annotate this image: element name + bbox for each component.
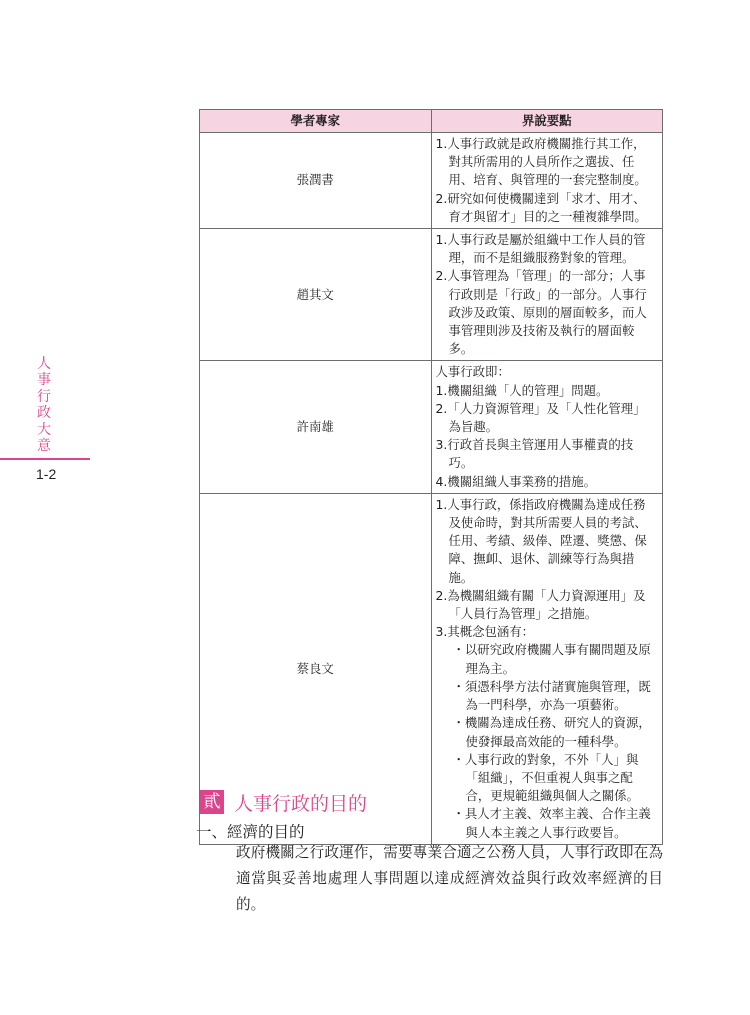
table-row	[200, 229, 663, 361]
body-paragraph: 政府機關之行政運作，需要專業合適之公務人員，人事行政即在為適當與妥善地處理人事問題以達成經濟效益與行政效率經濟的目的。	[236, 844, 663, 913]
chapter-side-title: 人事行政大意	[37, 356, 51, 455]
definition-point: 3.行政首長與主管運用人事權責的技巧。	[435, 437, 634, 471]
header-scholar: 學者專家	[200, 110, 432, 133]
definition-point: 2.「人力資源管理」及「人性化管理」為旨趣。	[435, 400, 646, 435]
table-row	[200, 133, 663, 229]
section-heading	[200, 788, 367, 816]
definition-intro: 人事行政即：	[435, 364, 510, 380]
section-title: 人事行政的目的	[234, 792, 368, 815]
definition-cell	[431, 133, 663, 229]
concept-bullet: ・機關為達成任務、研究人的資源，使發揮最高效能的一種科學。	[452, 715, 651, 749]
table-row	[200, 361, 663, 493]
concept-bullet: ・須憑科學方法付諸實施與管理，既為一門科學，亦為一項藝術。	[452, 678, 651, 713]
definition-point: 2.人事管理為「管理」的一部分；人事行政則是「行政」的一部分。人事行政涉及政策、原則的層面較多，而人事管理則涉及技術及執行的層面較多。	[435, 268, 647, 357]
definition-point: 1.人事行政就是政府機關推行其工作，對其所需用的人員所作之選拔、任用、培育、與管理的一套完整制度。	[435, 136, 647, 188]
definition-cell	[431, 229, 663, 361]
concept-bullet: ・人事行政的對象，不外「人」與「組織」，不但重視人與事之配合，更規範組織與個人之關係。	[452, 751, 639, 804]
concept-bullet: ・以研究政府機關人事有關問題及原理為主。	[452, 642, 651, 676]
concept-bullet: ・具人才主義、效率主義、合作主義與人本主義之人事行政要旨。	[452, 806, 651, 840]
definition-cell	[431, 361, 663, 493]
definition-point: 1.人事行政，係指政府機關為達成任務及使命時，對其所需要人員的考試、任用、考績、級俸、陞遷、獎懲、保障、撫卹、退休、訓練等行為與措施。	[435, 496, 647, 585]
definition-point: 4.機關組織人事業務的措施。	[435, 473, 597, 489]
subheading: 一、經濟的目的	[196, 823, 305, 841]
definition-point: 1.機關組織「人的管理」問題。	[435, 382, 609, 398]
definition-cell	[431, 493, 663, 844]
definition-point: 3.其概念包涵有：	[435, 624, 535, 640]
definitions-table	[199, 109, 663, 845]
table-header-row	[200, 110, 663, 133]
side-divider	[0, 458, 90, 460]
definition-point: 2.研究如何使機關達到「求才、用才、育才與留才」目的之一種複雜學問。	[435, 190, 647, 224]
page-number: 1-2	[36, 466, 57, 482]
scholar-name: 張潤書	[200, 133, 432, 229]
section-number-badge: 貳	[200, 790, 224, 814]
scholar-name: 蔡良文	[200, 493, 432, 844]
header-points: 界說要點	[431, 110, 663, 133]
definition-point: 1.人事行政是屬於組織中工作人員的管理，而不是組織服務對象的管理。	[435, 232, 646, 266]
definition-point: 2.為機關組織有關「人力資源運用」及「人員行為管理」之措施。	[435, 587, 646, 622]
scholar-name: 許南雄	[200, 361, 432, 493]
scholar-name: 趙其文	[200, 229, 432, 361]
